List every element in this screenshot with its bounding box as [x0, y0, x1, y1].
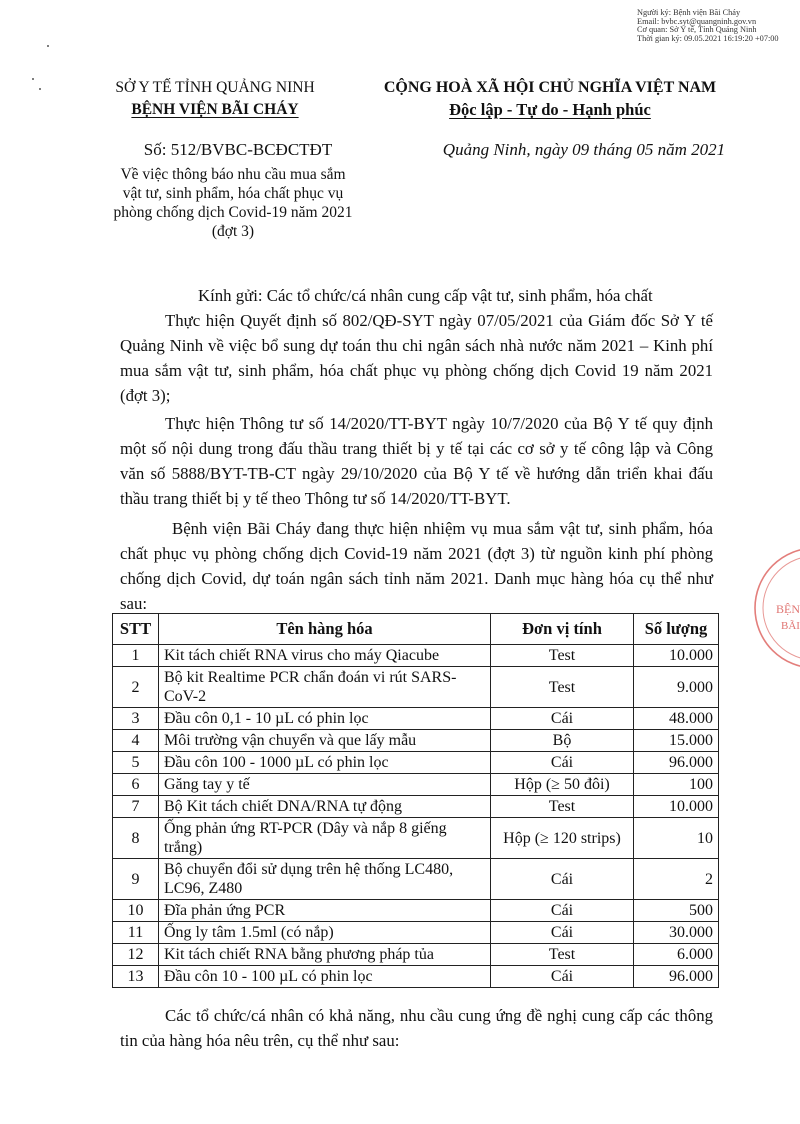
table-row — [113, 900, 719, 922]
paragraph: Bệnh viện Bãi Cháy đang thực hiện nhiệm vụ mua sắm vật tư, sinh phẩm, hóa chất phục vụ phòng chống dịch Covid-19 năm 2021 (đợt 3) từ nguồn kinh phí phòng chống dịch Covid, dự toán ngân sách tỉnh năm 2021. Danh mục hàng hóa cụ thể như sau: — [120, 519, 713, 613]
country-name: CỘNG HOÀ XÃ HỘI CHỦ NGHĨA VIỆT NAM — [383, 79, 717, 96]
column-header-item-name: Tên hàng hóa — [159, 614, 491, 645]
digital-signature-info — [637, 9, 797, 43]
unit-cell: Test — [491, 667, 634, 708]
red-seal-stamp — [742, 548, 800, 678]
unit-cell: Cái — [491, 708, 634, 730]
quantity-cell: 15.000 — [634, 730, 719, 752]
quantity-cell: 9.000 — [634, 667, 719, 708]
unit-cell: Hộp (≥ 120 strips) — [491, 818, 634, 859]
column-header-stt: STT — [113, 614, 159, 645]
unit-cell: Cái — [491, 900, 634, 922]
item-name-cell: Ống phản ứng RT-PCR (Dây và nắp 8 giếng trắng) — [159, 818, 491, 859]
paragraph: Thực hiện Quyết định số 802/QĐ-SYT ngày 07/05/2021 của Giám đốc Sở Y tế Quảng Ninh về việc bổ sung dự toán thu chi ngân sách nhà nước năm 2021 – Kinh phí mua sắm vật tư, sinh phẩm, hóa chất phục vụ phòng chống dịch Covid 19 năm 2021 (đợt 3); — [120, 311, 713, 405]
row-number-cell: 6 — [113, 774, 159, 796]
unit-cell: Test — [491, 944, 634, 966]
table-row — [113, 708, 719, 730]
row-number-cell: 13 — [113, 966, 159, 988]
table-row — [113, 859, 719, 900]
signature-email: Email: bvbc.syt@quangninh.gov.vn — [637, 16, 757, 26]
place-and-date: Quảng Ninh, ngày 09 tháng 05 năm 2021 — [442, 140, 726, 159]
signature-time: Thời gian ký: 09.05.2021 16:19:20 +07:00 — [637, 33, 779, 43]
row-number-cell: 3 — [113, 708, 159, 730]
item-name-cell: Đầu côn 100 - 1000 µL có phin lọc — [159, 752, 491, 774]
column-header-quantity: Số lượng — [634, 614, 719, 645]
quantity-cell: 6.000 — [634, 944, 719, 966]
table-row — [113, 774, 719, 796]
ministry-name: SỞ Y TẾ TỈNH QUẢNG NINH — [115, 79, 315, 96]
document-body — [120, 283, 713, 1053]
table-row — [113, 818, 719, 859]
item-name-cell: Đĩa phản ứng PCR — [159, 900, 491, 922]
unit-cell: Cái — [491, 966, 634, 988]
unit-cell: Test — [491, 645, 634, 667]
quantity-cell: 500 — [634, 900, 719, 922]
item-name-cell: Bộ kit Realtime PCR chẩn đoán vi rút SARS-CoV-2 — [159, 667, 491, 708]
row-number-cell: 10 — [113, 900, 159, 922]
table-row — [113, 966, 719, 988]
unit-cell: Hộp (≥ 50 đôi) — [491, 774, 634, 796]
table-row — [113, 730, 719, 752]
recipient-line: Kính gửi: Các tổ chức/cá nhân cung cấp vật tư, sinh phẩm, hóa chất — [198, 286, 653, 305]
row-number-cell: 11 — [113, 922, 159, 944]
unit-cell: Cái — [491, 922, 634, 944]
national-motto: Độc lập - Tự do - Hạnh phúc — [449, 100, 651, 119]
item-name-cell: Môi trường vận chuyển và que lấy mẫu — [159, 730, 491, 752]
subject-line: phòng chống dịch Covid-19 năm 2021 — [113, 204, 353, 221]
quantity-cell: 2 — [634, 859, 719, 900]
goods-table — [112, 613, 719, 988]
item-name-cell: Kit tách chiết RNA virus cho máy Qiacube — [159, 645, 491, 667]
table-header-row — [113, 614, 719, 645]
goods-table-body — [113, 645, 719, 988]
stamp-text-fragment: BỆN — [776, 602, 800, 616]
table-row — [113, 645, 719, 667]
table-row — [113, 752, 719, 774]
item-name-cell: Kit tách chiết RNA bằng phương pháp tủa — [159, 944, 491, 966]
row-number-cell: 8 — [113, 818, 159, 859]
quantity-cell: 30.000 — [634, 922, 719, 944]
subject-line: (đợt 3) — [211, 223, 255, 240]
table-row — [113, 944, 719, 966]
scan-speck — [47, 45, 49, 47]
row-number-cell: 2 — [113, 667, 159, 708]
row-number-cell: 7 — [113, 796, 159, 818]
item-name-cell: Bộ Kit tách chiết DNA/RNA tự động — [159, 796, 491, 818]
row-number-cell: 1 — [113, 645, 159, 667]
row-number-cell: 12 — [113, 944, 159, 966]
quantity-cell: 10.000 — [634, 645, 719, 667]
item-name-cell: Đầu côn 10 - 100 µL có phin lọc — [159, 966, 491, 988]
subject-line: Về việc thông báo nhu cầu mua sắm — [120, 166, 346, 183]
paragraph: Thực hiện Thông tư số 14/2020/TT-BYT ngày 10/7/2020 của Bộ Y tế quy định một số nội dung trong đấu thầu trang thiết bị y tế tại các cơ sở y tế công lập và Công văn số 5888/BYT-TB-CT ngày 29/10/2020 của Bộ Y tế về hướng dẫn triển khai đấu thầu trang thiết bị y tế theo Thông tư số 14/2020/TT-BYT. — [120, 414, 713, 508]
row-number-cell: 9 — [113, 859, 159, 900]
quantity-cell: 100 — [634, 774, 719, 796]
unit-cell: Cái — [491, 752, 634, 774]
document-number: Số: 512/BVBC-BCĐCTĐT — [143, 140, 333, 159]
quantity-cell: 10 — [634, 818, 719, 859]
column-header-unit: Đơn vị tính — [491, 614, 634, 645]
row-number-cell: 5 — [113, 752, 159, 774]
item-name-cell: Bộ chuyển đổi sử dụng trên hệ thống LC480, LC96, Z480 — [159, 859, 491, 900]
item-name-cell: Ống ly tâm 1.5ml (có nắp) — [159, 922, 491, 944]
scan-speck — [39, 88, 41, 90]
item-name-cell: Đầu côn 0,1 - 10 µL có phin lọc — [159, 708, 491, 730]
row-number-cell: 4 — [113, 730, 159, 752]
table-row — [113, 796, 719, 818]
scan-speck — [32, 78, 34, 80]
unit-cell: Test — [491, 796, 634, 818]
national-header — [376, 77, 724, 121]
quantity-cell: 48.000 — [634, 708, 719, 730]
document-subject — [100, 165, 366, 241]
organization-name: BỆNH VIỆN BÃI CHÁY — [131, 101, 299, 118]
table-row — [113, 922, 719, 944]
unit-cell: Bộ — [491, 730, 634, 752]
quantity-cell: 96.000 — [634, 752, 719, 774]
quantity-cell: 10.000 — [634, 796, 719, 818]
signature-agency: Cơ quan: Sở Y tế, Tỉnh Quảng Ninh — [637, 25, 757, 35]
closing-paragraph: Các tổ chức/cá nhân có khả năng, nhu cầu cung ứng đề nghị cung cấp các thông tin của hàng hóa nêu trên, cụ thể như sau: — [120, 1006, 713, 1050]
stamp-text-fragment: BÃI — [781, 620, 800, 632]
subject-line: vật tư, sinh phẩm, hóa chất phục vụ — [122, 185, 344, 202]
quantity-cell: 96.000 — [634, 966, 719, 988]
issuer-header — [85, 77, 345, 121]
table-row — [113, 667, 719, 708]
item-name-cell: Găng tay y tế — [159, 774, 491, 796]
signature-signer: Người ký: Bệnh viện Bãi Cháy — [637, 8, 741, 17]
unit-cell: Cái — [491, 859, 634, 900]
